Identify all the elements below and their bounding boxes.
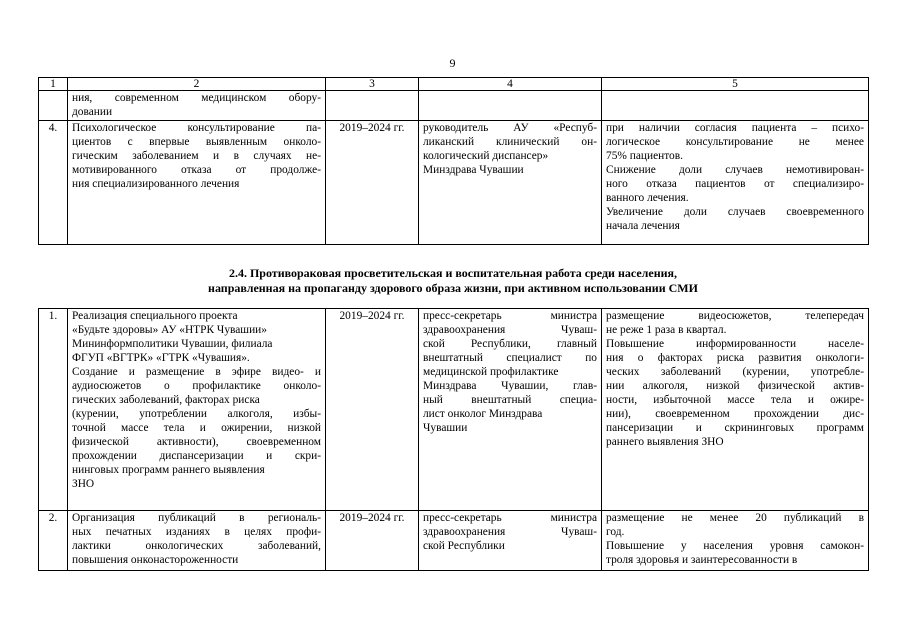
text-line: ческих заболеваний (курении, употребле- (606, 366, 864, 378)
text-line: прохождении диспансеризации и скри- (72, 450, 321, 462)
text-line: довании (72, 106, 113, 118)
text-line: физической активности), своевременном (72, 436, 321, 448)
activity-cell (68, 121, 326, 245)
period-cell: 2019–2024 гг. (326, 309, 419, 511)
text-line: при наличии согласия пациента – психо- (606, 122, 864, 134)
text-line: троля здоровья и заинтересованности в (606, 554, 798, 566)
text-line: ской Республики (423, 540, 505, 552)
activity-cell (68, 91, 326, 121)
text-line: пансеризации и скрининговых программ (606, 422, 864, 434)
table-row (39, 309, 869, 511)
text-line: раннего выявления ЗНО (606, 436, 724, 448)
text-line: Создание и размещение в эфире видео- и (72, 366, 321, 378)
text-line: гических заболеваний, факторах риска (72, 394, 260, 406)
responsible-cell (419, 121, 602, 245)
activity-cell (68, 511, 326, 571)
text-line: Увеличение доли случаев своевременного (606, 206, 864, 218)
text-line: ного отказа пациентов от специализиро- (606, 178, 864, 190)
row-number: 4. (39, 121, 68, 245)
text-line: аудиосюжетов о профилактике онколо- (72, 380, 321, 392)
text-line: ный внештатный специа- (423, 394, 597, 406)
text-line: нии), своевременном прохождении дис- (606, 408, 864, 420)
section-title-line: направленная на пропаганду здорового образа жизни, при активном использовании СМИ (208, 281, 698, 295)
text-line: Снижение доли случаев немотивирован- (606, 164, 864, 176)
section-title-line: 2.4. Противораковая просветительская и воспитательная работа среди населения, (228, 266, 678, 280)
text-line: ности, избыточной массе тела и ожире- (606, 394, 864, 406)
text-line: (курении, употреблении алкоголя, избы- (72, 408, 321, 420)
text-line: точной массе тела и ожирении, низкой (72, 422, 321, 434)
measures-table-section-2-4 (38, 308, 869, 571)
responsible-cell (419, 91, 602, 121)
text-line: лактики онкологических заболеваний, (72, 540, 321, 552)
text-line: ликанский клинический он- (423, 136, 597, 148)
text-line: «Будьте здоровы» АУ «НТРК Чувашии» (72, 324, 267, 336)
text-line: логическое консультирование не менее (606, 136, 864, 148)
row-number: 2. (39, 511, 68, 571)
text-line: здравоохранения Чуваш- (423, 324, 597, 336)
text-line: Мининформполитики Чувашии, филиала (72, 338, 273, 350)
text-line: начала лечения (606, 220, 680, 232)
text-line: ЗНО (72, 478, 95, 490)
text-line: пресс-секретарь министра (423, 310, 597, 322)
text-line: ния специализированного лечения (72, 178, 240, 190)
row-number (39, 91, 68, 121)
text-line: гическим заболеванием и в случаях не- (72, 150, 321, 162)
text-line: Минздрава Чувашии, глав- (423, 380, 597, 392)
result-cell (602, 121, 869, 245)
text-line: размещение видеосюжетов, телепередач (606, 310, 864, 322)
result-cell (602, 511, 869, 571)
text-line: мотивированного отказа от продолже- (72, 164, 321, 176)
activity-cell (68, 309, 326, 511)
text-line: год. (606, 526, 625, 538)
text-line: повышения онконастороженности (72, 554, 239, 566)
text-line: Реализация специального проекта (72, 310, 238, 322)
measures-table-continued (38, 77, 869, 245)
table-row (39, 91, 869, 121)
column-number: 3 (326, 78, 419, 91)
text-line: размещение не менее 20 публикаций в (606, 512, 864, 524)
text-line: Психологическое консультирование па- (72, 122, 321, 134)
text-line: Повышение у населения уровня самокон- (606, 540, 864, 552)
period-cell: 2019–2024 гг. (326, 511, 419, 571)
text-line: здравоохранения Чуваш- (423, 526, 597, 538)
column-number: 5 (602, 78, 869, 91)
text-line: Повышение информированности населе- (606, 338, 864, 350)
text-line: пресс-секретарь министра (423, 512, 597, 524)
text-line: ных печатных изданиях в целях профи- (72, 526, 321, 538)
text-line: не реже 1 раза в квартал. (606, 324, 727, 336)
text-line: ния о факторах риска развития онкологи- (606, 352, 864, 364)
text-line: Организация публикаций в региональ- (72, 512, 321, 524)
text-line: 75% пациентов. (606, 150, 683, 162)
result-cell (602, 309, 869, 511)
text-line: руководитель АУ «Респуб- (423, 122, 597, 134)
column-number: 4 (419, 78, 602, 91)
column-number-row (39, 78, 869, 91)
text-line: ния, современном медицинском обору- (72, 92, 321, 104)
table-row (39, 511, 869, 571)
text-line: ской Республики, главный (423, 338, 597, 350)
column-number: 2 (68, 78, 326, 91)
text-line: нинговых программ раннего выявления (72, 464, 265, 476)
text-line: внештатный специалист по (423, 352, 597, 364)
text-line: Минздрава Чувашии (423, 164, 524, 176)
text-line: ФГУП «ВГТРК» «ГТРК «Чувашия». (72, 352, 250, 364)
text-line: лист онколог Минздрава (423, 408, 543, 420)
text-line: циентов с впервые выявленным онколо- (72, 136, 321, 148)
result-cell (602, 91, 869, 121)
period-cell: 2019–2024 гг. (326, 121, 419, 245)
period-cell (326, 91, 419, 121)
text-line: медицинской профилактике (423, 366, 559, 378)
column-number: 1 (39, 78, 68, 91)
text-line: нии алкоголя, низкой физической актив- (606, 380, 864, 392)
row-number: 1. (39, 309, 68, 511)
responsible-cell (419, 511, 602, 571)
page-number: 9 (449, 56, 456, 70)
text-line: ванного лечения. (606, 192, 689, 204)
table-row (39, 121, 869, 245)
responsible-cell (419, 309, 602, 511)
section-title (38, 266, 868, 296)
text-line: Чувашии (423, 422, 468, 434)
text-line: кологический диспансер» (423, 150, 549, 162)
